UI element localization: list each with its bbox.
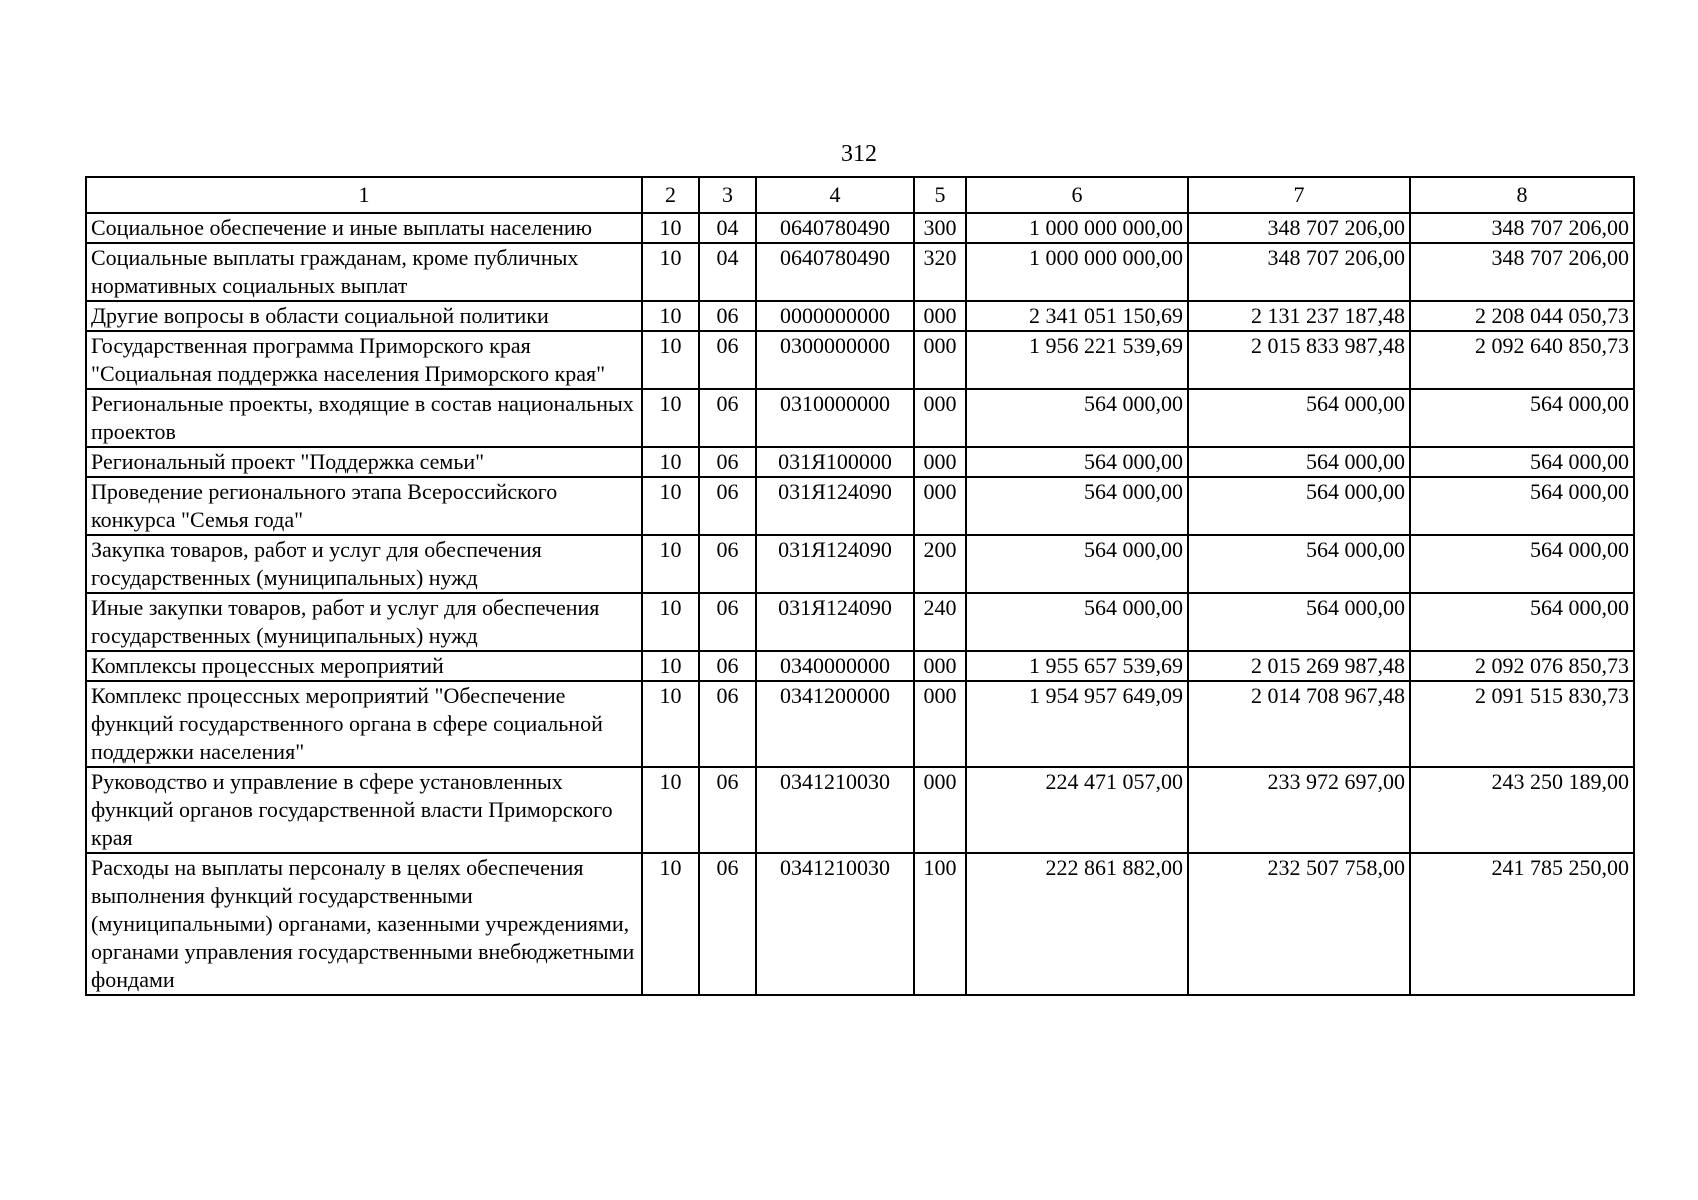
row-name: Другие вопросы в области социальной политики xyxy=(86,301,642,331)
expense-type-code: 000 xyxy=(914,389,966,447)
amount-col-7: 233 972 697,00 xyxy=(1188,767,1410,853)
amount-col-7: 564 000,00 xyxy=(1188,477,1410,535)
expense-type-code: 240 xyxy=(914,593,966,651)
amount-col-6: 1 954 957 649,09 xyxy=(966,681,1188,767)
section-code: 10 xyxy=(642,477,699,535)
section-code: 10 xyxy=(642,681,699,767)
row-name: Иные закупки товаров, работ и услуг для обеспечения государственных (муниципальных) нужд xyxy=(86,593,642,651)
table-row xyxy=(86,767,1634,853)
subsection-code: 06 xyxy=(699,389,756,447)
subsection-code: 04 xyxy=(699,243,756,301)
amount-col-6: 1 000 000 000,00 xyxy=(966,243,1188,301)
amount-col-7: 564 000,00 xyxy=(1188,535,1410,593)
expense-type-code: 320 xyxy=(914,243,966,301)
target-article-code: 0640780490 xyxy=(756,243,914,301)
table-row xyxy=(86,477,1634,535)
table-row xyxy=(86,243,1634,301)
row-name: Комплекс процессных мероприятий "Обеспечение функций государственного органа в сфере социальной поддержки населения" xyxy=(86,681,642,767)
subsection-code: 06 xyxy=(699,593,756,651)
table-row xyxy=(86,593,1634,651)
target-article-code: 0341210030 xyxy=(756,853,914,995)
amount-col-6: 564 000,00 xyxy=(966,389,1188,447)
table-row xyxy=(86,213,1634,243)
table-row xyxy=(86,447,1634,477)
amount-col-8: 2 092 640 850,73 xyxy=(1410,331,1634,389)
header-cell: 6 xyxy=(966,177,1188,213)
expense-type-code: 000 xyxy=(914,651,966,681)
amount-col-6: 224 471 057,00 xyxy=(966,767,1188,853)
expense-type-code: 300 xyxy=(914,213,966,243)
amount-col-7: 564 000,00 xyxy=(1188,389,1410,447)
subsection-code: 06 xyxy=(699,447,756,477)
header-cell: 8 xyxy=(1410,177,1634,213)
header-cell: 2 xyxy=(642,177,699,213)
amount-col-8: 564 000,00 xyxy=(1410,389,1634,447)
amount-col-6: 222 861 882,00 xyxy=(966,853,1188,995)
table-row xyxy=(86,681,1634,767)
expense-type-code: 000 xyxy=(914,681,966,767)
target-article-code: 0640780490 xyxy=(756,213,914,243)
expense-type-code: 000 xyxy=(914,447,966,477)
row-name: Государственная программа Приморского края "Социальная поддержка населения Приморского края" xyxy=(86,331,642,389)
table-row xyxy=(86,389,1634,447)
amount-col-8: 2 208 044 050,73 xyxy=(1410,301,1634,331)
subsection-code: 06 xyxy=(699,535,756,593)
amount-col-7: 348 707 206,00 xyxy=(1188,243,1410,301)
expense-type-code: 000 xyxy=(914,301,966,331)
header-cell: 4 xyxy=(756,177,914,213)
amount-col-8: 241 785 250,00 xyxy=(1410,853,1634,995)
section-code: 10 xyxy=(642,447,699,477)
budget-table xyxy=(85,176,1635,996)
amount-col-8: 564 000,00 xyxy=(1410,447,1634,477)
amount-col-6: 2 341 051 150,69 xyxy=(966,301,1188,331)
page-number: 312 xyxy=(841,141,877,167)
header-row xyxy=(86,177,1634,213)
target-article-code: 0341200000 xyxy=(756,681,914,767)
amount-col-6: 564 000,00 xyxy=(966,477,1188,535)
section-code: 10 xyxy=(642,853,699,995)
subsection-code: 06 xyxy=(699,331,756,389)
section-code: 10 xyxy=(642,535,699,593)
target-article-code: 031Я124090 xyxy=(756,593,914,651)
table-row xyxy=(86,651,1634,681)
amount-col-6: 564 000,00 xyxy=(966,535,1188,593)
target-article-code: 0300000000 xyxy=(756,331,914,389)
subsection-code: 06 xyxy=(699,477,756,535)
expense-type-code: 000 xyxy=(914,767,966,853)
target-article-code: 031Я124090 xyxy=(756,477,914,535)
target-article-code: 0340000000 xyxy=(756,651,914,681)
amount-col-8: 348 707 206,00 xyxy=(1410,213,1634,243)
section-code: 10 xyxy=(642,389,699,447)
row-name: Социальное обеспечение и иные выплаты населению xyxy=(86,213,642,243)
header-cell: 3 xyxy=(699,177,756,213)
subsection-code: 04 xyxy=(699,213,756,243)
table-row xyxy=(86,853,1634,995)
amount-col-7: 2 131 237 187,48 xyxy=(1188,301,1410,331)
row-name: Закупка товаров, работ и услуг для обеспечения государственных (муниципальных) нужд xyxy=(86,535,642,593)
amount-col-7: 348 707 206,00 xyxy=(1188,213,1410,243)
amount-col-6: 1 956 221 539,69 xyxy=(966,331,1188,389)
section-code: 10 xyxy=(642,651,699,681)
amount-col-8: 348 707 206,00 xyxy=(1410,243,1634,301)
subsection-code: 06 xyxy=(699,853,756,995)
amount-col-7: 232 507 758,00 xyxy=(1188,853,1410,995)
expense-type-code: 000 xyxy=(914,477,966,535)
section-code: 10 xyxy=(642,331,699,389)
amount-col-8: 243 250 189,00 xyxy=(1410,767,1634,853)
row-name: Региональный проект "Поддержка семьи" xyxy=(86,447,642,477)
expense-type-code: 000 xyxy=(914,331,966,389)
amount-col-6: 564 000,00 xyxy=(966,593,1188,651)
expense-type-code: 100 xyxy=(914,853,966,995)
subsection-code: 06 xyxy=(699,681,756,767)
amount-col-8: 564 000,00 xyxy=(1410,535,1634,593)
section-code: 10 xyxy=(642,243,699,301)
section-code: 10 xyxy=(642,301,699,331)
row-name: Комплексы процессных мероприятий xyxy=(86,651,642,681)
row-name: Региональные проекты, входящие в состав национальных проектов xyxy=(86,389,642,447)
amount-col-8: 2 092 076 850,73 xyxy=(1410,651,1634,681)
amount-col-7: 564 000,00 xyxy=(1188,593,1410,651)
subsection-code: 06 xyxy=(699,301,756,331)
row-name: Проведение регионального этапа Всероссийского конкурса "Семья года" xyxy=(86,477,642,535)
section-code: 10 xyxy=(642,767,699,853)
section-code: 10 xyxy=(642,593,699,651)
header-cell: 7 xyxy=(1188,177,1410,213)
table-row xyxy=(86,331,1634,389)
subsection-code: 06 xyxy=(699,767,756,853)
amount-col-6: 1 000 000 000,00 xyxy=(966,213,1188,243)
amount-col-7: 2 015 833 987,48 xyxy=(1188,331,1410,389)
amount-col-8: 2 091 515 830,73 xyxy=(1410,681,1634,767)
amount-col-6: 564 000,00 xyxy=(966,447,1188,477)
amount-col-7: 2 015 269 987,48 xyxy=(1188,651,1410,681)
amount-col-7: 564 000,00 xyxy=(1188,447,1410,477)
row-name: Расходы на выплаты персоналу в целях обеспечения выполнения функций государственными (муниципальными) органами, казенными учреждениями, органами управления государственными внебюджетными фондами xyxy=(86,853,642,995)
amount-col-8: 564 000,00 xyxy=(1410,593,1634,651)
target-article-code: 031Я124090 xyxy=(756,535,914,593)
row-name: Социальные выплаты гражданам, кроме публичных нормативных социальных выплат xyxy=(86,243,642,301)
expense-type-code: 200 xyxy=(914,535,966,593)
target-article-code: 0310000000 xyxy=(756,389,914,447)
table-row xyxy=(86,535,1634,593)
target-article-code: 0000000000 xyxy=(756,301,914,331)
subsection-code: 06 xyxy=(699,651,756,681)
amount-col-7: 2 014 708 967,48 xyxy=(1188,681,1410,767)
header-cell: 5 xyxy=(914,177,966,213)
table-row xyxy=(86,301,1634,331)
target-article-code: 031Я100000 xyxy=(756,447,914,477)
amount-col-6: 1 955 657 539,69 xyxy=(966,651,1188,681)
section-code: 10 xyxy=(642,213,699,243)
row-name: Руководство и управление в сфере установленных функций органов государственной власти Приморского края xyxy=(86,767,642,853)
header-cell: 1 xyxy=(86,177,642,213)
target-article-code: 0341210030 xyxy=(756,767,914,853)
amount-col-8: 564 000,00 xyxy=(1410,477,1634,535)
